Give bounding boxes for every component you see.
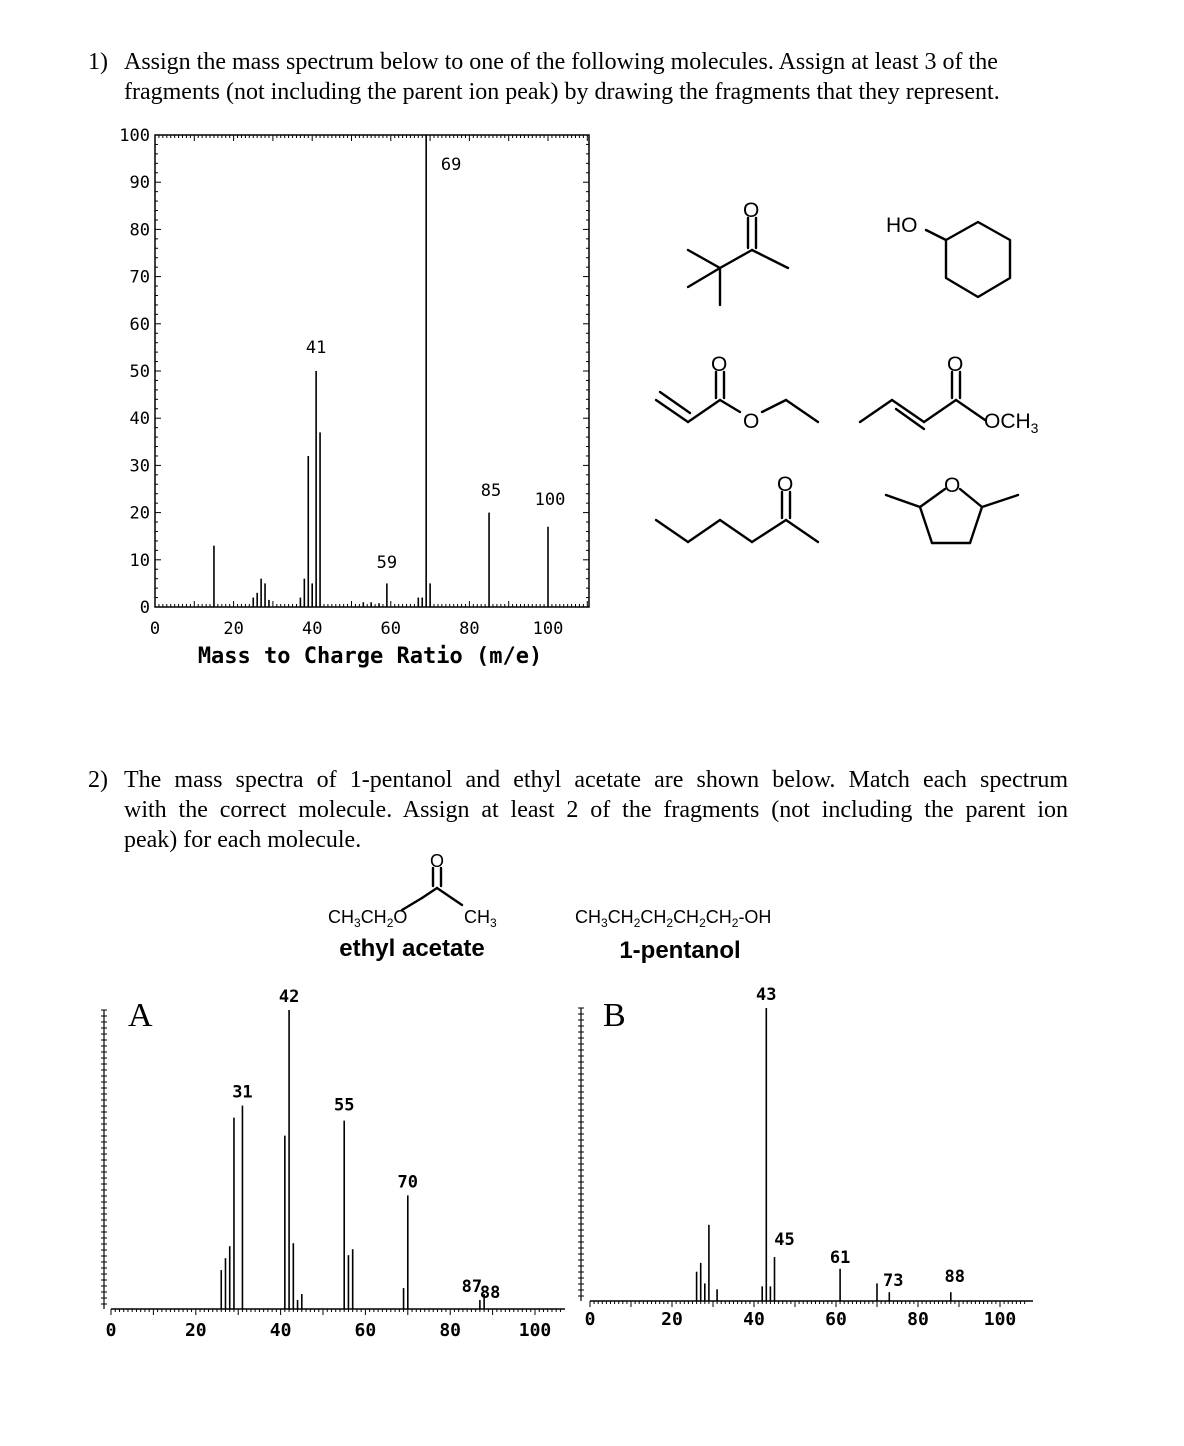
y-tick-label: 70: [129, 267, 150, 288]
y-tick-label: 60: [129, 314, 150, 335]
x-axis-title: Mass to Charge Ratio (m/e): [197, 644, 543, 669]
x-tick-label: 40: [301, 619, 323, 639]
oxygen-label: O: [944, 474, 961, 497]
molecule-ethyl-crotonate: [656, 372, 818, 422]
y-tick-label: 90: [129, 173, 150, 194]
oxygen-label: O: [777, 473, 794, 496]
question-2-line-3: peak) for each molecule.: [124, 827, 362, 853]
y-tick-label: 50: [129, 362, 150, 382]
peak-label: 41: [305, 338, 327, 358]
oxygen-label: O: [430, 851, 445, 871]
peak-label: 85: [480, 481, 502, 501]
molecule-ethyl-acetate: [402, 868, 462, 910]
x-tick-label: 100: [532, 619, 564, 639]
peak-label: 61: [829, 1247, 851, 1268]
x-tick-label: 100: [518, 1320, 552, 1341]
y-tick-label: 80: [129, 220, 150, 241]
question-2-number: 2): [88, 767, 108, 793]
question-1-line-1: Assign the mass spectrum below to one of the following molecules. Assign at least 3 of the: [124, 49, 998, 75]
x-tick-label: 0: [105, 1320, 117, 1341]
question-1-number: 1): [88, 49, 108, 75]
peak-label: 100: [534, 490, 566, 510]
peak-label: 59: [376, 553, 398, 573]
pentanol-name: 1-pentanol: [619, 937, 741, 964]
question-2-text: [124, 765, 1068, 855]
x-tick-label: 0: [584, 1309, 596, 1330]
ethyl-acetate-formula-right: $CH_3$: [464, 907, 497, 930]
question-2-line-1: The mass spectra of 1-pentanol and ethyl acetate are shown below. Match each spectrum: [124, 767, 1068, 793]
molecule-methyl-pentenoate: [860, 372, 985, 429]
oxygen-label: O: [743, 410, 760, 433]
question-2-line-2: with the correct molecule. Assign at least 2 of the fragments (not including the parent ion: [124, 797, 1068, 823]
oxygen-label: O: [743, 199, 760, 222]
hydroxyl-label: HO: [886, 214, 918, 237]
x-tick-label: 80: [907, 1309, 929, 1330]
question-1-text: [124, 47, 1000, 107]
peak-label: 88: [944, 1267, 966, 1288]
peak-label: 55: [333, 1095, 355, 1116]
plot-frame: [155, 135, 589, 607]
peak-label: 31: [232, 1082, 253, 1103]
panel-label-a: A: [128, 997, 153, 1034]
peak-label: 88: [479, 1283, 501, 1304]
x-tick-label: 60: [825, 1309, 847, 1330]
x-tick-label: 80: [439, 1320, 462, 1341]
x-tick-label: 20: [184, 1320, 207, 1341]
x-tick-label: 40: [743, 1309, 765, 1330]
methoxy-label: $OCH_3$: [984, 410, 1039, 436]
pentanol-formula: $CH_3CH_2CH_2CH_2CH_2-OH$: [575, 907, 772, 930]
x-tick-label: 100: [983, 1309, 1017, 1330]
oxygen-label: O: [947, 353, 964, 376]
molecule-cyclohexanol: [926, 222, 1010, 297]
x-tick-label: 20: [223, 619, 244, 639]
y-tick-label: 20: [129, 503, 150, 524]
x-tick-label: 40: [269, 1320, 292, 1341]
peak-label: 45: [774, 1230, 795, 1251]
y-tick-label: 40: [129, 409, 150, 430]
y-tick-label: 100: [119, 126, 150, 146]
peak-label: 43: [756, 985, 777, 1005]
peak-label: 87: [461, 1277, 483, 1298]
question-1-line-2: fragments (not including the parent ion peak) by drawing the fragments that they represent.: [124, 79, 1000, 105]
peak-label: 42: [278, 987, 300, 1007]
molecule-3-hexanone: [656, 492, 818, 542]
ethyl-acetate-formula-left: $CH_3CH_2O$: [328, 907, 408, 930]
panel-label-b: B: [603, 997, 626, 1034]
x-tick-label: 60: [354, 1320, 377, 1341]
y-tick-label: 0: [139, 598, 150, 618]
peak-label: 73: [883, 1271, 904, 1292]
x-tick-label: 20: [661, 1309, 683, 1330]
peak-label: 69: [440, 155, 462, 175]
oxygen-label: O: [711, 353, 728, 376]
x-tick-label: 60: [380, 619, 402, 639]
x-tick-label: 0: [149, 619, 161, 639]
x-tick-label: 80: [459, 619, 480, 639]
y-tick-label: 30: [129, 456, 150, 477]
molecule-pinacolone: [688, 218, 788, 305]
y-tick-label: 10: [129, 550, 150, 571]
molecule-dimethyl-thf: [886, 489, 1018, 543]
ethyl-acetate-name: ethyl acetate: [339, 935, 485, 962]
peak-label: 70: [397, 1172, 419, 1193]
